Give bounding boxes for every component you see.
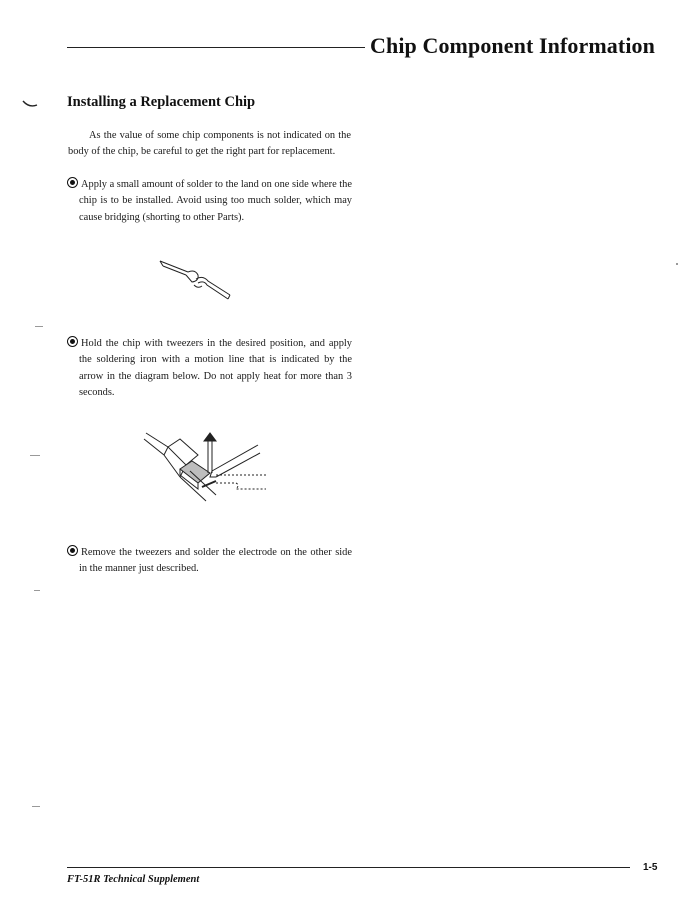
step-3 [67,545,352,578]
bullet-circle-icon [67,336,78,347]
scan-speck [30,455,40,456]
footer-rule [67,867,630,868]
bullet-circle-icon [67,545,78,556]
scan-speck [34,590,40,591]
solder-land-diagram [158,255,234,303]
margin-mark-icon [22,100,38,108]
scan-speck [32,806,40,807]
scan-speck [676,263,678,265]
header-rule [67,47,365,48]
step-2-text: Hold the chip with tweezers in the desired position, and apply the soldering iron with a motion line that is indicated by the arrow in the diagram below. Do not apply heat for more than 3 seconds. [79,338,352,398]
manual-title: FT-51R Technical Supplement [67,874,200,885]
step-2 [67,336,352,401]
page-number: 1-5 [643,862,658,873]
bullet-circle-icon [67,177,78,188]
step-1-text: Apply a small amount of solder to the land on one side where the chip is to be installed. Avoid using too much solder, which may cause bridging (shorting to other Parts). [79,179,352,223]
step-1 [67,177,352,226]
tweezers-iron-diagram [140,425,270,505]
page-title: Chip Component Information [370,33,655,58]
step-3-text: Remove the tweezers and solder the electrode on the other side in the manner just described. [79,547,352,575]
scan-speck [35,326,43,327]
section-heading: Installing a Replacement Chip [67,94,256,110]
intro-paragraph: As the value of some chip components is not indicated on the body of the chip, be careful to get the right part for replacement. [68,130,351,158]
